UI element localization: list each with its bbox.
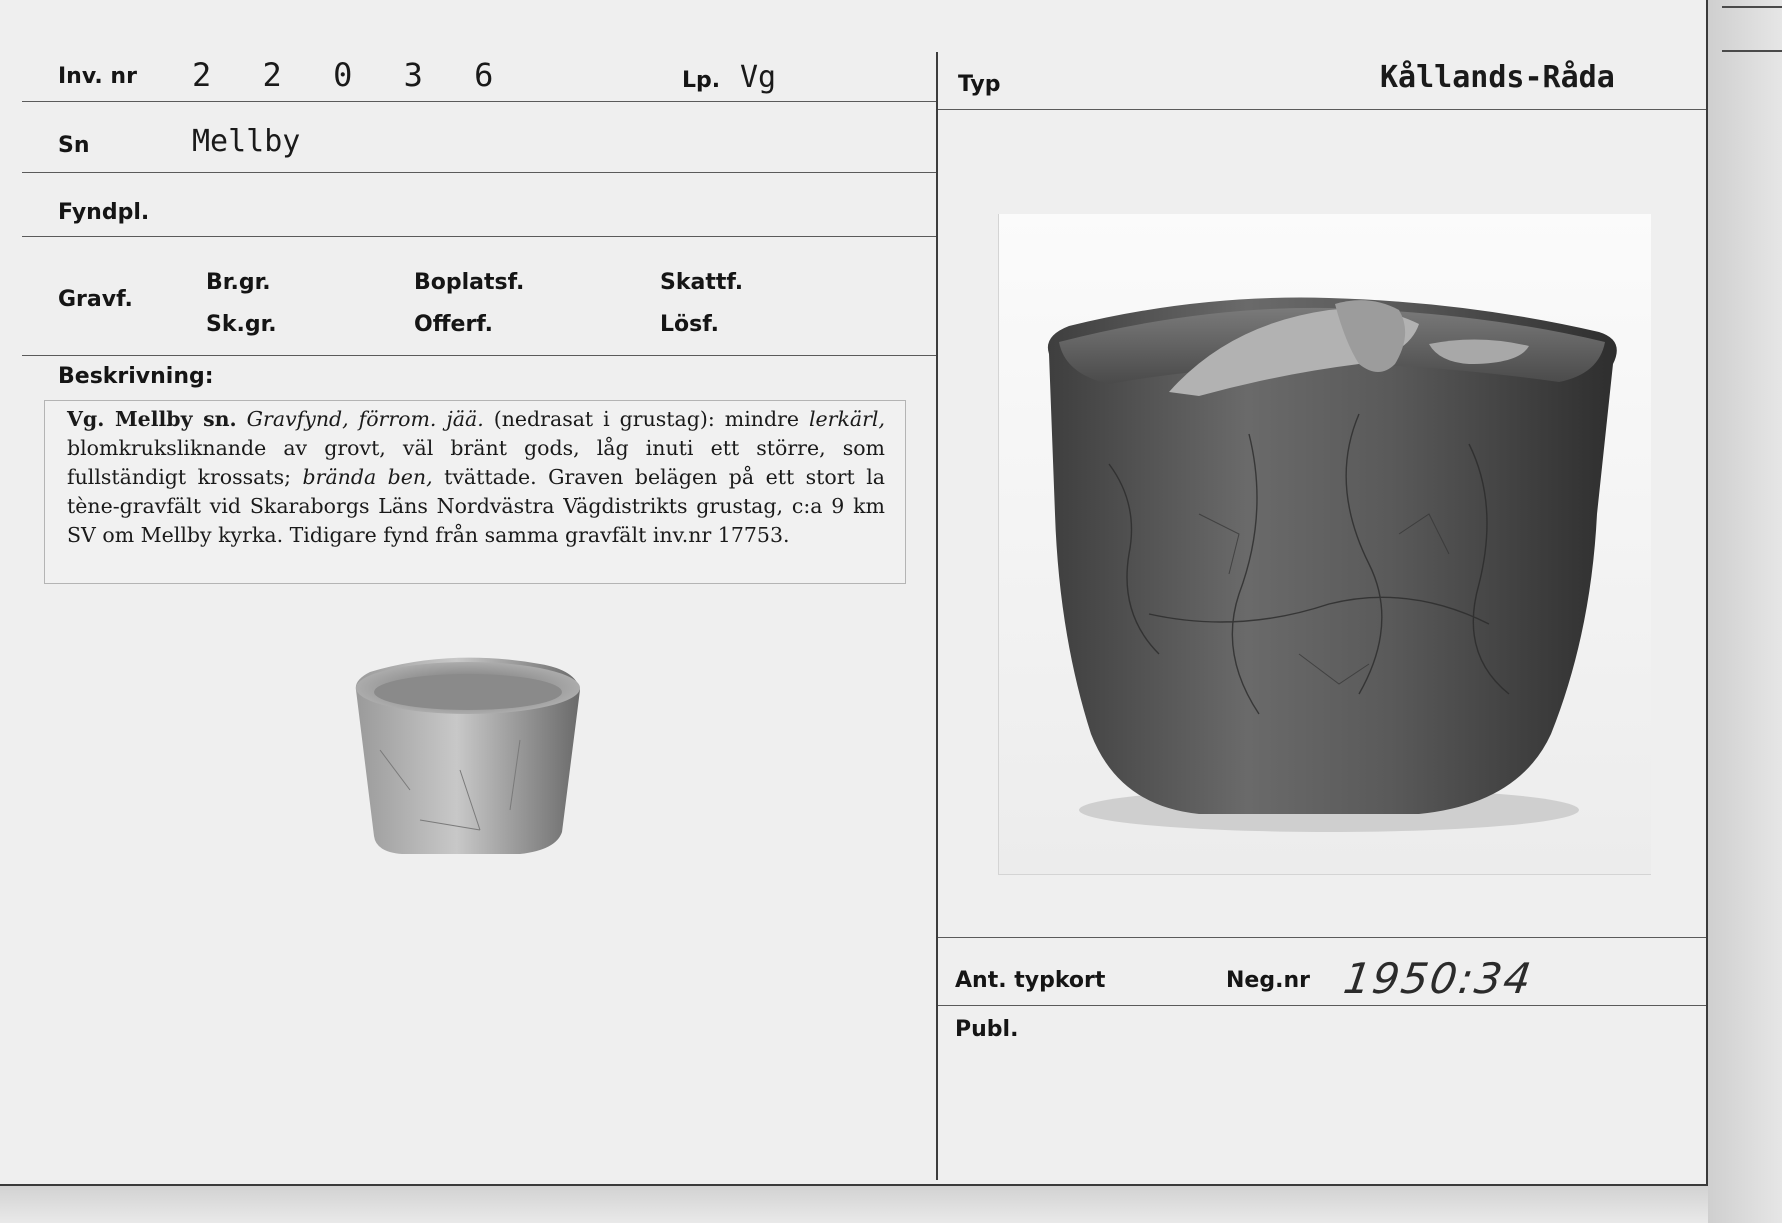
br-gr-label: Br.gr.	[206, 270, 271, 295]
description-text	[67, 405, 885, 550]
row-divider	[22, 355, 936, 356]
gravf-label: Gravf.	[58, 287, 133, 312]
fyndpl-label: Fyndpl.	[58, 200, 150, 225]
description-text-3: tvättade. Graven belägen på ett stort la tène-gravfält vid Skaraborgs Läns Nordvästra Vägdistrikts grustag, c:a 9 km SV om Mellby kyrka. Tidigare fynd från samma gravfält inv.nr 17753.	[67, 465, 885, 547]
column-divider	[936, 52, 938, 1180]
neg-nr-value: 1950:34	[1340, 954, 1536, 1003]
description-box	[44, 400, 906, 584]
inv-nr-value: 2 2 0 3 6	[192, 56, 510, 94]
losf-label: Lösf.	[660, 312, 719, 337]
offerf-label: Offerf.	[414, 312, 494, 337]
sn-value: Mellby	[192, 124, 301, 159]
ant-typkort-label: Ant. typkort	[955, 968, 1106, 993]
sk-gr-label: Sk.gr.	[206, 312, 277, 337]
boplatsf-label: Boplatsf.	[414, 270, 525, 295]
inv-nr-label: Inv. nr	[58, 64, 137, 89]
beskrivning-label: Beskrivning:	[58, 364, 214, 389]
card-edge-right	[1708, 0, 1782, 1223]
typ-value: Kållands-Råda	[1380, 60, 1615, 95]
lp-value: Vg	[740, 60, 777, 95]
description-italic-2: lerkärl,	[808, 407, 885, 431]
description-italic-3: brända ben,	[302, 465, 433, 489]
row-divider	[22, 101, 936, 102]
row-divider	[938, 1005, 1706, 1006]
lp-label: Lp.	[682, 68, 721, 93]
row-divider	[22, 172, 936, 173]
row-divider	[938, 937, 1706, 938]
row-divider	[22, 236, 936, 237]
description-text-2: blomkruksliknande av grovt, väl bränt gods, låg inuti ett större, som fullständigt krossats;	[67, 436, 885, 489]
card-edge-bottom	[0, 1186, 1708, 1223]
sn-label: Sn	[58, 133, 90, 158]
description-italic-1: Gravfynd, förrom. jää.	[246, 407, 484, 431]
large-pot-photo	[998, 214, 1651, 875]
row-divider	[938, 109, 1706, 110]
skattf-label: Skattf.	[660, 270, 744, 295]
description-text-1: (nedrasat i grustag): mindre	[483, 407, 809, 431]
neg-nr-label: Neg.nr	[1226, 968, 1310, 993]
publ-label: Publ.	[955, 1017, 1019, 1042]
typ-label: Typ	[958, 72, 1001, 97]
description-lead: Vg. Mellby sn.	[67, 407, 237, 431]
small-pot-photo	[340, 650, 600, 870]
